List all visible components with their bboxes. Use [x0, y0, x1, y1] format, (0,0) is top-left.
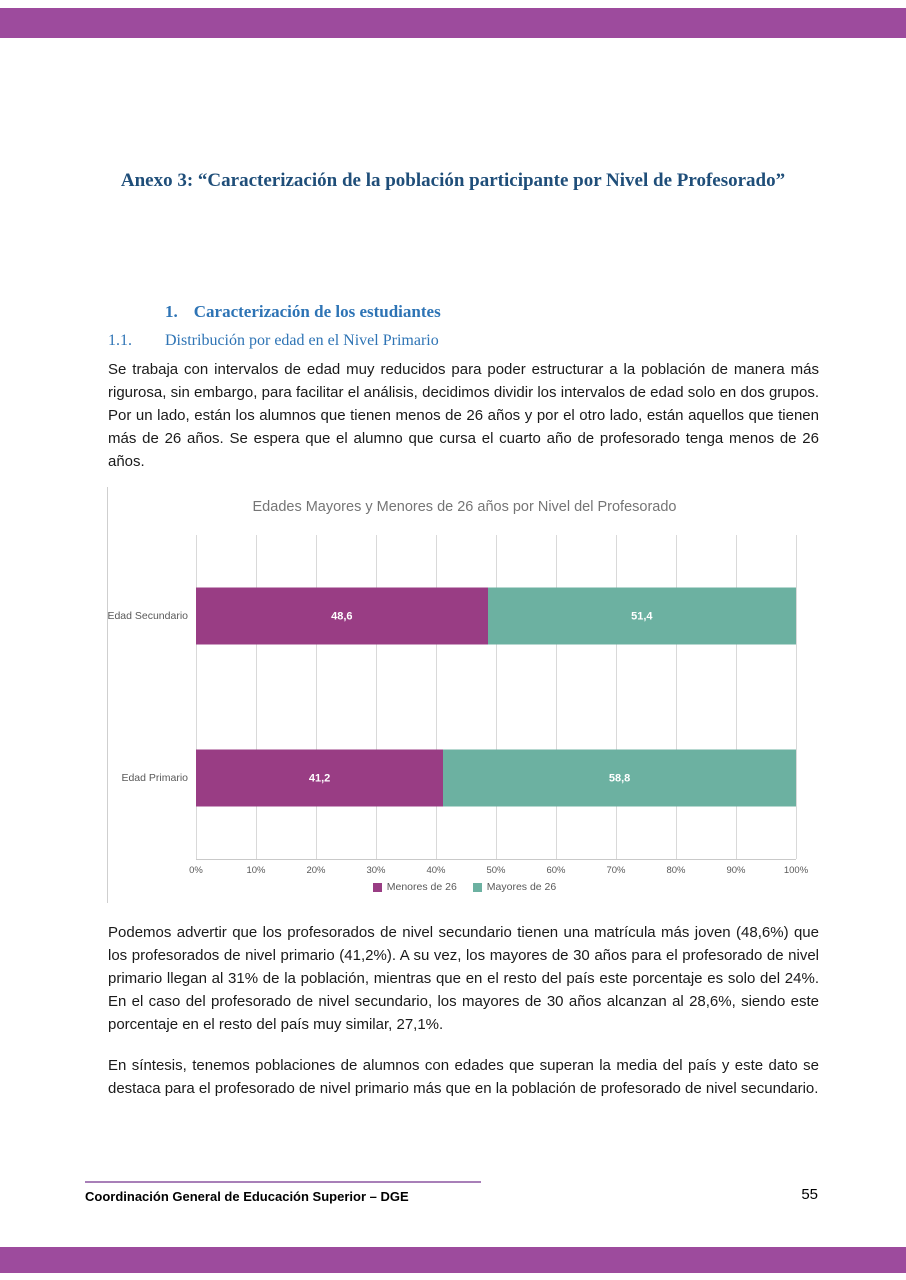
- paragraph-analysis: Podemos advertir que los profesorados de nivel secundario tienen una matrícula más joven (48,6%) que los profesorados de nivel primario (41,2%). A su vez, los mayores de 30 años para el profesorado de nivel primario llegan al 31% de la población, mientras que en el resto del país este porcentaje es solo del 24%. En el caso del profesorado de nivel secundario, los mayores de 30 años alcanzan al 28,6%, siendo este porcentaje en el resto del país muy similar, 27,1%.: [108, 924, 819, 1033]
- legend-swatch-mayores: [473, 883, 482, 892]
- plot-area: [107, 535, 796, 860]
- paragraph-synthesis: En síntesis, tenemos poblaciones de alumnos con edades que superan la media del país y este dato se destaca para el profesorado de nivel primario más que en la población de profesorado de nivel secundario.: [108, 1057, 819, 1097]
- footer-text: Coordinación General de Educación Superior – DGE: [85, 1189, 409, 1204]
- category-label: Edad Primario: [121, 772, 188, 784]
- section-number: 1.: [165, 302, 178, 321]
- document-title: Anexo 3: “Caracterización de la población participante por Nivel de Profesorado”: [120, 170, 786, 191]
- bar-segment-menores: 48,6: [196, 588, 488, 645]
- stacked-bar-chart: [107, 487, 821, 903]
- subsection-title: Distribución por edad en el Nivel Primario: [165, 332, 439, 349]
- x-tick-label: 20%: [306, 865, 326, 876]
- legend-item-menores: [373, 881, 457, 893]
- legend-item-mayores: [473, 881, 556, 893]
- x-tick-label: 70%: [606, 865, 626, 876]
- bar-segment-mayores: 51,4: [488, 588, 796, 645]
- bar-segment-mayores: 58,8: [443, 750, 796, 807]
- x-tick-label: 90%: [726, 865, 746, 876]
- subsection-heading: [108, 332, 818, 350]
- chart-title: Edades Mayores y Menores de 26 años por Nivel del Profesorado: [252, 499, 677, 515]
- top-accent-bar: [0, 8, 906, 38]
- legend-label: Menores de 26: [386, 881, 457, 893]
- legend-label: Mayores de 26: [486, 881, 557, 893]
- x-tick-label: 60%: [546, 865, 566, 876]
- chart-legend: [108, 881, 821, 893]
- paragraph-intro: Se trabaja con intervalos de edad muy reducidos para poder estructurar a la población de manera más rigurosa, sin embargo, para facilitar el análisis, decidimos dividir los intervalos de edad solo en dos grupos. Por un lado, están los alumnos que tienen menos de 26 años y por el otro lado, están aquellos que tienen más de 26 años. Se espera que el alumno que cursa el cuarto año de profesorado tenga menos de 26 años.: [108, 361, 819, 470]
- bar-stack: [196, 750, 796, 807]
- page-number: 55: [801, 1186, 818, 1203]
- bar-stack: [196, 588, 796, 645]
- bar-row-edad-primario: [121, 697, 796, 859]
- subsection-number: 1.1.: [108, 332, 132, 349]
- category-label: Edad Secundario: [107, 610, 188, 622]
- x-tick-label: 100%: [783, 865, 809, 876]
- section-title: Caracterización de los estudiantes: [193, 302, 441, 321]
- bar-row-edad-secundario: [107, 535, 796, 697]
- x-tick-label: 50%: [486, 865, 506, 876]
- legend-swatch-menores: [373, 883, 382, 892]
- footer-rule: [85, 1181, 481, 1183]
- bottom-accent-bar: [0, 1247, 906, 1273]
- x-tick-label: 40%: [426, 865, 446, 876]
- gridline: [796, 535, 797, 859]
- section-heading: [165, 302, 815, 322]
- x-tick-label: 30%: [366, 865, 386, 876]
- x-tick-label: 10%: [246, 865, 266, 876]
- x-tick-label: 0%: [189, 865, 203, 876]
- bar-segment-menores: 41,2: [196, 750, 443, 807]
- x-tick-label: 80%: [666, 865, 686, 876]
- x-axis: [189, 865, 809, 879]
